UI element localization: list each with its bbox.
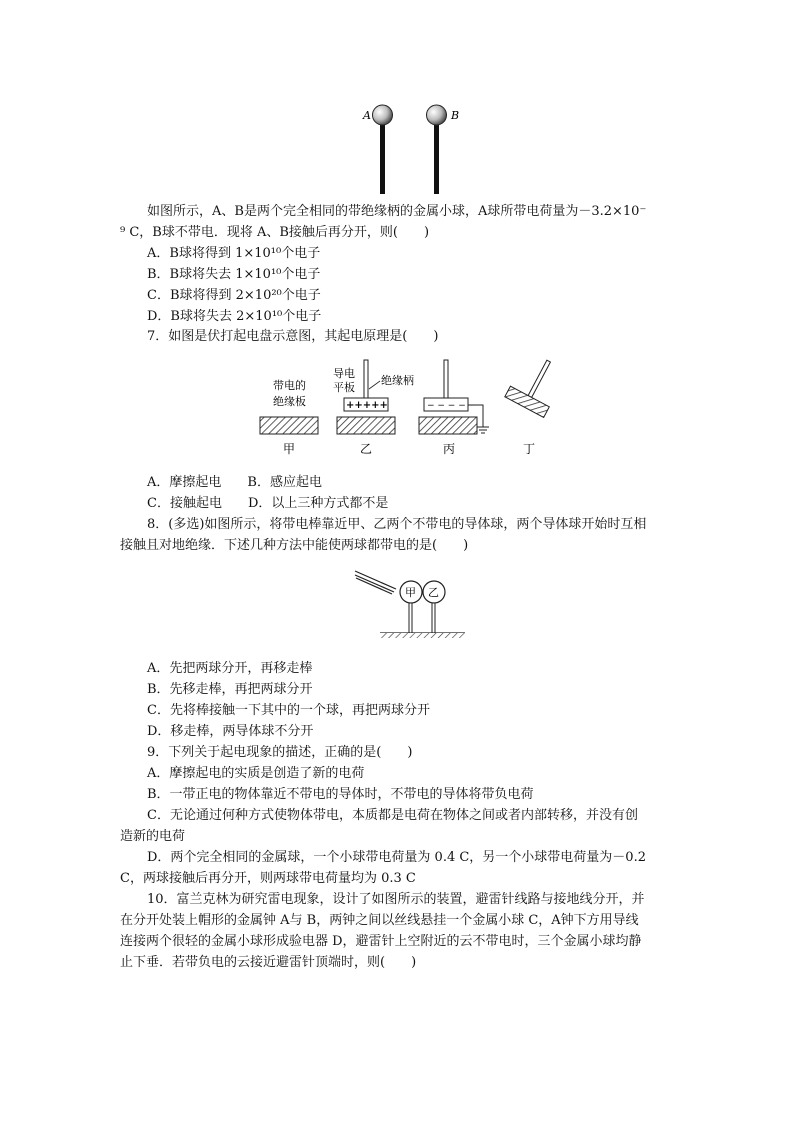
minus-signs: − − − − − <box>427 401 477 411</box>
q9-option-a: A．摩擦起电的实质是创造了新的电荷 <box>147 766 365 781</box>
q10-line4: 止下垂．若带负电的云接近避雷针顶端时，则( ) <box>120 955 417 970</box>
insulating-plate-yi <box>337 417 395 434</box>
charged-rod-2 <box>355 575 394 592</box>
q10-line2: 在分开处装上帽形的金属钟 A与 B，两钟之间以丝线悬挂一个金属小球 C，A钟下方用导线 <box>120 913 639 928</box>
ball-jia-label: 甲 <box>405 586 416 599</box>
label-conductor-1: 导电 <box>333 367 355 380</box>
label-a: A <box>363 109 371 122</box>
ground-hatch <box>380 633 465 638</box>
insulating-handle-ding <box>528 360 550 397</box>
caption-jia: 甲 <box>283 442 296 456</box>
q9-option-c-line1: C．无论通过何种方式使物体带电，本质都是电荷在物体之间或者内部转移，并没有创 <box>147 808 638 823</box>
label-charged-plate-2: 绝缘板 <box>273 395 306 408</box>
q7-options-row2: C．接触起电 D．以上三种方式都不是 <box>147 496 389 511</box>
rod-b <box>434 122 439 194</box>
q8-stem-line1: 8．(多选)如图所示，将带电棒靠近甲、乙两个不带电的导体球，两个导体球开始时互相 <box>147 517 647 532</box>
q10-line1: 10．富兰克林为研究雷电现象，设计了如图所示的装置，避雷针线路与接地线分开，并 <box>147 892 645 907</box>
handle-pointer <box>369 381 380 389</box>
label-charged-plate-1: 带电的 <box>273 379 306 392</box>
q6-option-a: A．B球将得到 1×10¹⁰个电子 <box>147 246 321 261</box>
stand-yi <box>432 603 435 633</box>
q10-line3: 连接两个很轻的金属小球形成验电器 D，避雷针上空附近的云不带电时，三个金属小球均静 <box>120 934 642 949</box>
label-conductor-2: 平板 <box>333 381 355 394</box>
stand-jia <box>409 603 412 633</box>
q9-stem: 9．下列关于起电现象的描述，正确的是( ) <box>147 745 413 760</box>
caption-yi: 乙 <box>360 442 373 456</box>
caption-ding: 丁 <box>523 442 536 456</box>
rod-a <box>380 122 385 194</box>
q9-option-d-line2: C，两球接触后再分开，则两球带电荷量均为 0.3 C <box>120 871 416 886</box>
q9-option-d-line1: D．两个完全相同的金属球，一个小球带电荷量为 0.4 C，另一个小球带电荷量为－0.2 <box>147 850 646 865</box>
sphere-a <box>373 105 393 125</box>
conductor-plate-ding <box>505 386 549 417</box>
q8-option-c: C．先将棒接触一下其中的一个球，再把两球分开 <box>147 703 430 718</box>
plus-signs: +++++ <box>346 400 388 411</box>
q6-stem-line2: ⁹ C，B球不带电．现将 A、B接触后再分开，则( ) <box>120 225 430 240</box>
insulating-handle-bing <box>444 360 448 398</box>
q6-option-c: C．B球将得到 2×10²⁰个电子 <box>147 288 321 303</box>
q9-option-b: B．一带正电的物体靠近不带电的导体时，不带电的导体将带负电荷 <box>147 787 534 802</box>
insulating-plate-bing <box>419 417 477 434</box>
q9-option-c-line2: 造新的电荷 <box>120 829 186 844</box>
q8-option-b: B．先移走棒，再把两球分开 <box>147 682 313 697</box>
q6-option-d: D．B球将失去 2×10¹⁰个电子 <box>147 309 322 324</box>
label-b: B <box>451 109 460 122</box>
q6-stem-line1: 如图所示，A、B是两个完全相同的带绝缘柄的金属小球，A球所带电荷量为－3.2×10⁻ <box>147 204 647 219</box>
electrophorus-figure <box>255 355 575 460</box>
caption-bing: 丙 <box>443 442 456 456</box>
q6-option-b: B．B球将失去 1×10¹⁰个电子 <box>147 267 321 282</box>
ball-yi-label: 乙 <box>428 586 439 599</box>
q8-stem-line2: 接触且对地绝缘．下述几种方法中能使两球都带电的是( ) <box>120 538 469 553</box>
lifted-plate-ding <box>505 355 568 417</box>
spheres-figure <box>355 100 465 196</box>
q7-options-row1: A．摩擦起电 B．感应起电 <box>147 475 322 490</box>
insulating-plate-jia <box>260 417 318 434</box>
label-handle: 绝缘柄 <box>381 374 414 387</box>
sphere-b <box>427 105 447 125</box>
q7-stem: 7．如图是伏打起电盘示意图，其起电原理是( ) <box>147 329 439 344</box>
induction-figure <box>350 563 470 643</box>
charged-rod-3 <box>356 578 392 594</box>
insulating-handle-yi <box>364 360 368 398</box>
q8-option-a: A．先把两球分开，再移走棒 <box>147 661 313 676</box>
q8-option-d: D．移走棒，两导体球不分开 <box>147 724 314 739</box>
